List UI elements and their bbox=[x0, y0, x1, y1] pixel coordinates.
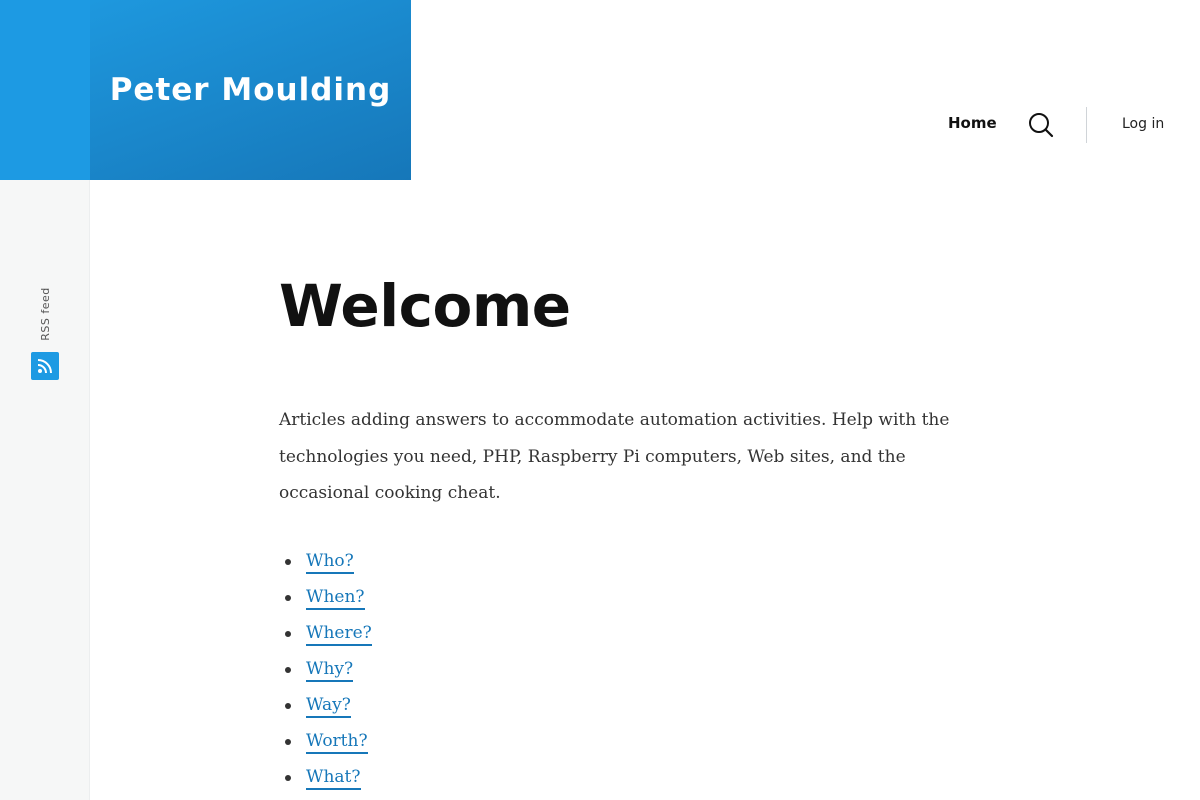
main-content bbox=[279, 270, 999, 798]
login-link[interactable]: Log in bbox=[1122, 116, 1165, 132]
rss-feed-link[interactable] bbox=[31, 282, 59, 382]
primary-nav bbox=[900, 100, 1200, 150]
link-when[interactable]: When? bbox=[306, 587, 365, 610]
link-worth[interactable]: Worth? bbox=[306, 731, 368, 754]
list-item bbox=[279, 726, 999, 762]
list-item bbox=[279, 654, 999, 690]
site-title[interactable]: Peter Moulding bbox=[109, 72, 392, 108]
site-header-block bbox=[90, 0, 411, 180]
intro-paragraph: Articles adding answers to accommodate automation activities. Help with the technologies you need, PHP, Raspberry Pi computers, Web sites, and the occasional cooking cheat. bbox=[279, 410, 950, 503]
link-where[interactable]: Where? bbox=[306, 623, 372, 646]
search-icon[interactable] bbox=[1028, 112, 1054, 138]
rss-icon[interactable] bbox=[31, 352, 59, 380]
list-item bbox=[279, 546, 999, 582]
link-what[interactable]: What? bbox=[306, 767, 361, 790]
nav-home-link[interactable]: Home bbox=[948, 114, 997, 132]
sidebar bbox=[0, 0, 90, 800]
nav-divider bbox=[1086, 107, 1087, 143]
link-why[interactable]: Why? bbox=[306, 659, 353, 682]
link-way[interactable]: Way? bbox=[306, 695, 351, 718]
list-item bbox=[279, 690, 999, 726]
list-item bbox=[279, 762, 999, 798]
page-title: Welcome bbox=[279, 272, 571, 340]
list-item bbox=[279, 618, 999, 654]
list-item bbox=[279, 582, 999, 618]
link-who[interactable]: Who? bbox=[306, 551, 354, 574]
question-links-list bbox=[279, 546, 999, 798]
rss-feed-label[interactable]: RSS feed bbox=[38, 287, 52, 341]
sidebar-accent bbox=[0, 0, 90, 180]
